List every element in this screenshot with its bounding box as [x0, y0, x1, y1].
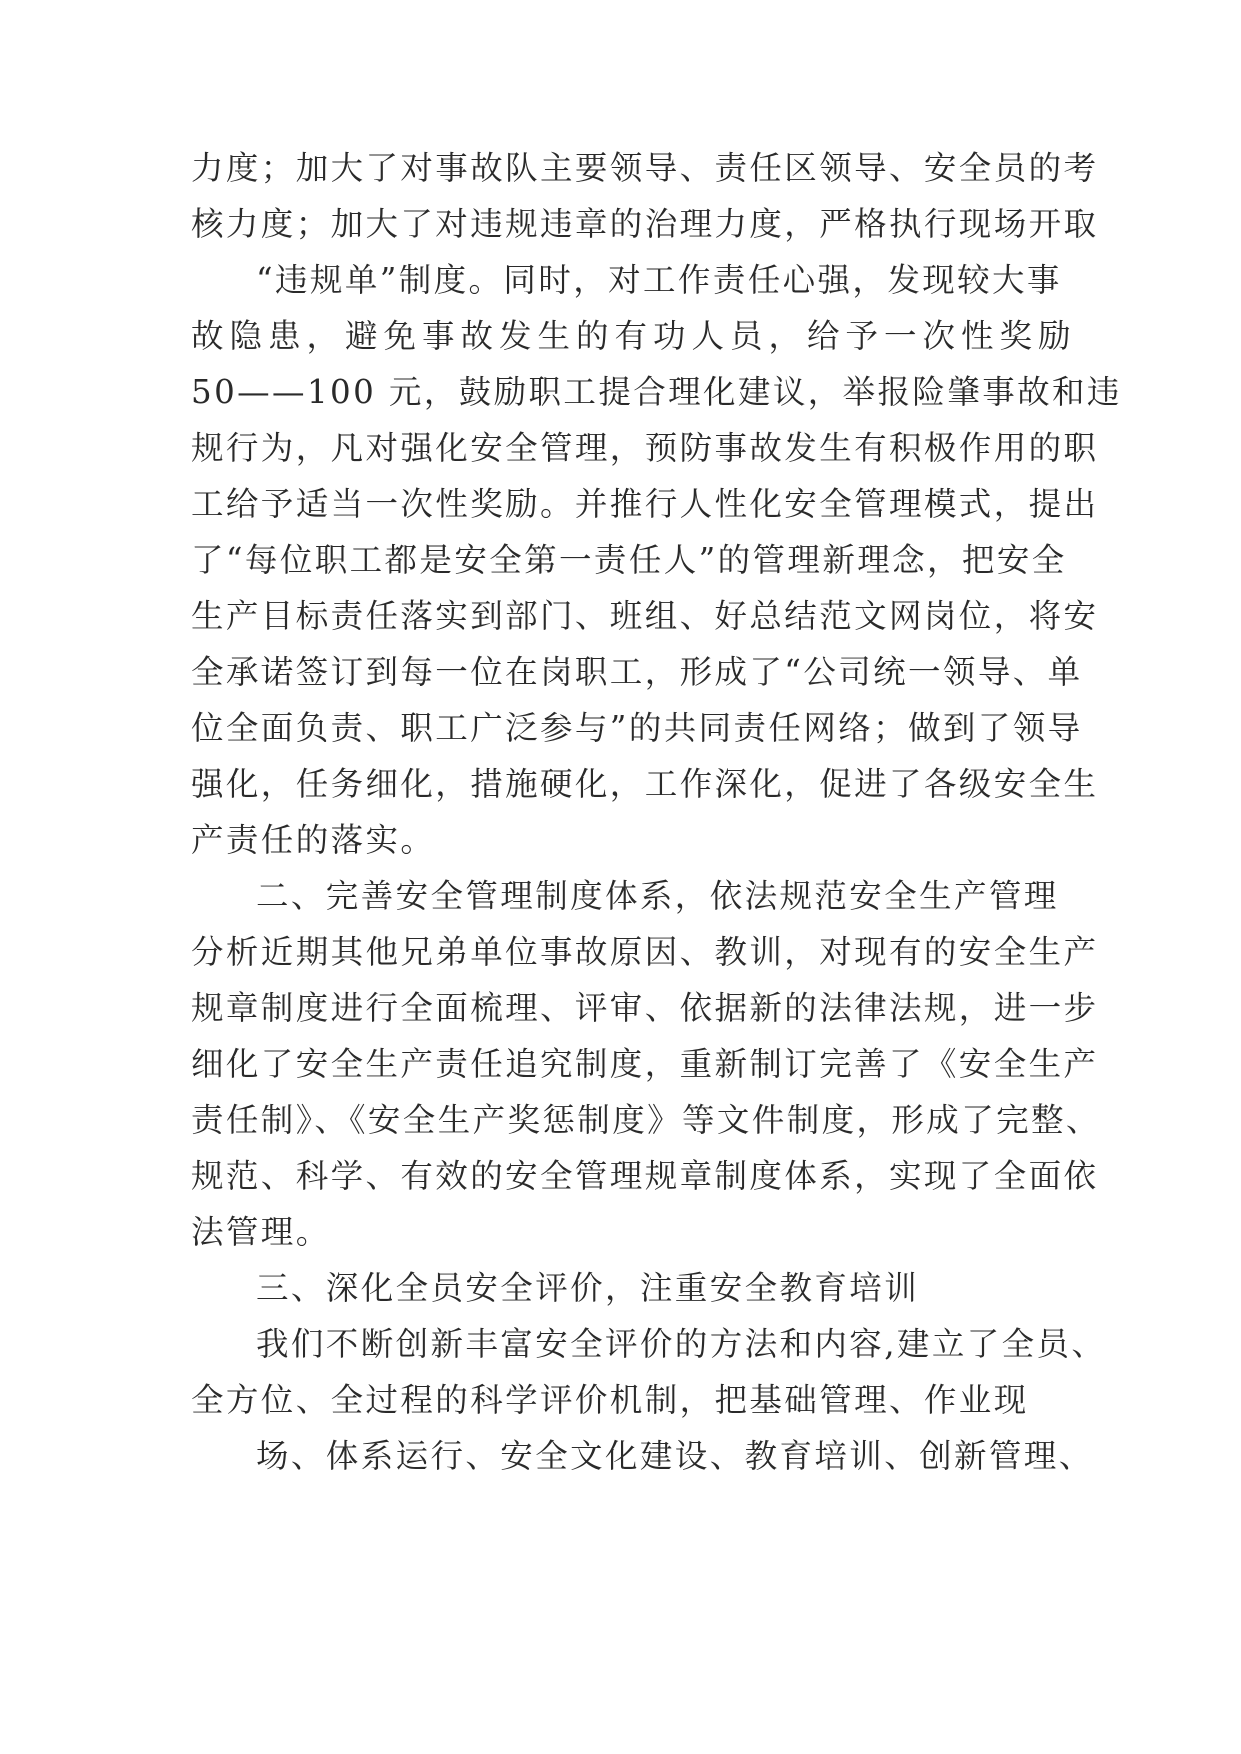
text-line: 法管理。	[191, 1213, 331, 1251]
text-line: 我们不断创新丰富安全评价的方法和内容,建立了全员、	[256, 1325, 1107, 1363]
text-line: 细化了安全生产责任追究制度，重新制订完善了《安全生产	[191, 1045, 1099, 1083]
text-line: 工给予适当一次性奖励。并推行人性化安全管理模式，提出	[191, 485, 1099, 523]
text-line: 场、体系运行、安全文化建设、教育培训、创新管理、	[256, 1437, 1094, 1475]
section-heading: 三、深化全员安全评价，注重安全教育培训	[256, 1269, 920, 1307]
text-line: 了“每位职工都是安全第一责任人”的管理新理念，把安全	[191, 541, 1067, 579]
text-line: “违规单”制度。同时，对工作责任心强，发现较大事	[256, 261, 1062, 299]
text-line: 50——100 元，鼓励职工提合理化建议，举报险肇事故和违	[191, 373, 1122, 411]
text-line: 责任制》、《安全生产奖惩制度》等文件制度，形成了完整、	[191, 1101, 1101, 1139]
text-line: 生产目标责任落实到部门、班组、好总结范文网岗位，将安	[191, 597, 1099, 635]
text-line: 位全面负责、职工广泛参与”的共同责任网络；做到了领导	[191, 709, 1083, 747]
text-line: 力度；加大了对事故队主要领导、责任区领导、安全员的考	[191, 149, 1099, 187]
text-line: 产责任的落实。	[191, 821, 436, 859]
text-line: 全方位、全过程的科学评价机制，把基础管理、作业现	[191, 1381, 1029, 1419]
text-line: 规章制度进行全面梳理、评审、依据新的法律法规，进一步	[191, 989, 1099, 1027]
text-line: 规范、科学、有效的安全管理规章制度体系，实现了全面依	[191, 1157, 1099, 1195]
section-heading: 二、完善安全管理制度体系，依法规范安全生产管理	[256, 877, 1059, 915]
text-line: 强化，任务细化，措施硬化，工作深化，促进了各级安全生	[191, 765, 1099, 803]
text-line: 规行为，凡对强化安全管理，预防事故发生有积极作用的职	[191, 429, 1099, 467]
text-line: 全承诺签订到每一位在岗职工，形成了“公司统一领导、单	[191, 653, 1083, 691]
text-line: 分析近期其他兄弟单位事故原因、教训，对现有的安全生产	[191, 933, 1099, 971]
text-line: 核力度；加大了对违规违章的治理力度，严格执行现场开取	[191, 205, 1099, 243]
text-line: 故隐患，避免事故发生的有功人员，给予一次性奖励	[191, 317, 1077, 355]
